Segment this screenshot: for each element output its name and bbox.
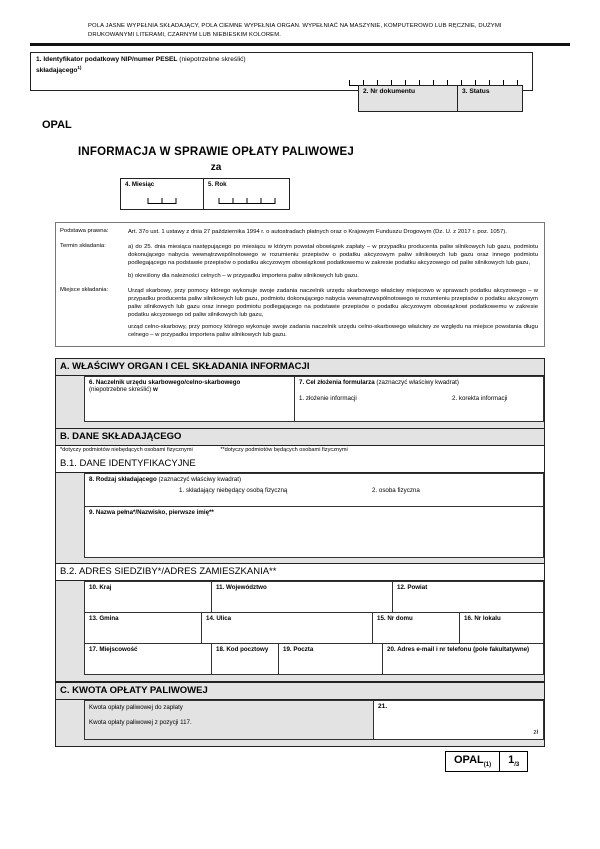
form-symbol: OPAL [42, 119, 72, 131]
field-11-wojewodztwo[interactable]: 11. Województwo [211, 581, 393, 613]
legal-info-box [55, 222, 545, 347]
field-1-label: 1. Identyfikator podatkowy NIP/numer PESEL (niepotrzebne skreślić) [36, 56, 246, 63]
section-a-body [56, 376, 544, 428]
filing-place-text: Urząd skarbowy, przy pomocy którego wykonuje swoje zadania naczelnik urzędu skarbowego właściwy miejscowo w sprawach podatku akcyzowego – w przypadku producenta paliw silnikowych lub gazu, podmiotu dokonującego nabycia wewnątrzwspólnotowego w rozumieniu przepisów o podatku akcyzowym paliw silnikowych lub gazu oraz innego podmiotu podlegającego na podstawie przepisów o podatku akcyzowym obowiązkowi podatkowemu w zakresie podatku akcyzowego od paliw silnikowych lub gazu, urząd celno-skarbowy, przy pomocy którego wykonuje swoje zadania naczelnik urzędu celno-skarbowego właściwy ze względu na miejsce powstania długu celnego – w przypadku importera paliw silnikowych lub gazu. [128, 287, 538, 339]
field-6-naczelnik[interactable]: 6. Naczelnik urzędu skarbowego/celno-skarbowego (niepotrzebne skreślić) w [84, 376, 295, 422]
period-fields [120, 178, 290, 210]
section-b1-body [56, 473, 544, 564]
option-niebedacy-osoba-fizyczna[interactable]: 1. składający niebędący osobą fizyczną [179, 486, 288, 494]
section-c [55, 682, 545, 747]
field-9-nazwa-pelna[interactable]: 9. Nazwa pełna*/Nazwisko, pierwsze imię** [84, 506, 544, 558]
option-korekta-informacji[interactable]: 2. korekta informacji [452, 394, 508, 402]
field-2-nr-dokumentu: 2. Nr dokumentu [358, 85, 458, 112]
footer-page-indicator: $1_{/3}$ [499, 752, 527, 771]
footnote-ref: 1) [77, 65, 82, 70]
section-c-title: C. KWOTA OPŁATY PALIWOWEJ [56, 683, 544, 700]
currency-unit: zł [533, 728, 538, 736]
amount-due-label-cell: Kwota opłaty paliwowej do zapłaty Kwota opłaty paliwowej z pozycji 117. [84, 700, 374, 740]
field-13-gmina[interactable]: 13. Gmina [84, 612, 202, 644]
form-title-preposition: za [210, 162, 222, 173]
field-14-ulica[interactable]: 14. Ulica [201, 612, 373, 644]
field-1-label-line2: składającego$^{1)}$ [36, 65, 82, 75]
option-osoba-fizyczna[interactable]: 2. osoba fizyczna [372, 486, 420, 494]
field-10-kraj[interactable]: 10. Kraj [84, 581, 212, 613]
legal-basis-label: Podstawa prawna: [60, 228, 109, 234]
field-12-powiat[interactable]: 12. Powiat [392, 581, 544, 613]
field-3-status: 3. Status [457, 85, 523, 112]
section-a [55, 358, 545, 429]
section-a-title: A. WŁAŚCIWY ORGAN I CEL SKŁADANIA INFORMACJI [56, 359, 544, 376]
field-15-nr-domu[interactable]: 15. Nr domu [372, 612, 460, 644]
organ-fields-row [358, 85, 523, 112]
field-7-cel-zlozenia: 7. Cel złożenia formularza (zaznaczyć właściwy kwadrat) 1. złożenie informacji 2. korekta informacji [294, 376, 544, 422]
field-8-rodzaj-skladajacego: 8. Rodzaj składającego (zaznaczyć właściwy kwadrat) 1. składający niebędący osobą fizyczną 2. osoba fizyczna [84, 473, 544, 507]
field-18-kod-pocztowy[interactable]: 18. Kod pocztowy [211, 643, 279, 675]
section-b2-title: B.2. ADRES SIEDZIBY*/ADRES ZAMIESZKANIA** [56, 563, 544, 581]
footer-form-code: $OPAL_{(1)}$ [454, 754, 492, 769]
section-c-body [56, 700, 544, 746]
form-footer [445, 751, 528, 772]
field-17-miejscowosc[interactable]: 17. Miejscowość [84, 643, 212, 675]
field-19-poczta[interactable]: 19. Poczta [278, 643, 383, 675]
header-divider-line [30, 43, 570, 46]
section-b [55, 428, 545, 682]
field-4-month[interactable]: 4. Miesiąc [121, 179, 203, 209]
section-b-title: B. DANE SKŁADAJĄCEGO [56, 429, 544, 446]
filling-instructions: POLA JASNE WYPEŁNIA SKŁADAJĄCY, POLA CIEMNE WYPEŁNIA ORGAN. WYPEŁNIAĆ NA MASZYNIE, KOMPUTEROWO LUB RĘCZNIE, DUŻYMI DRUKOWANYMI LITERAMI, CZARNYM LUB NIEBIESKIM KOLOREM. [88, 23, 502, 39]
section-b2-body [56, 581, 544, 681]
section-b1-title: B.1. DANE IDENTYFIKACYJNE [56, 456, 544, 473]
legal-basis-text: Art. 37o ust. 1 ustawy z dnia 27 października 1994 r. o autostradach płatnych oraz o Krajowym Funduszu Drogowym (Dz. U. z 2017 r. poz. 1057). [128, 229, 507, 235]
form-title: INFORMACJA W SPRAWIE OPŁATY PALIWOWEJ [78, 146, 354, 158]
filing-deadline-label: Termin składania: [60, 243, 106, 250]
field-5-year[interactable]: 5. Rok [203, 179, 289, 209]
field-20-email-telefon[interactable]: 20. Adres e-mail i nr telefonu (pole fakultatywne) [382, 643, 544, 675]
section-b-footnotes: *dotyczy podmiotów niebędących osobami fizycznymi **dotyczy podmiotów będących osobami fizycznymi [56, 446, 544, 456]
filing-place-label: Miejsce składania: [60, 286, 109, 293]
field-5-comb-input[interactable] [218, 198, 275, 204]
filing-deadline-text: a) do 25. dnia miesiąca następującego po miesiącu w którym powstał obowiązek zapłaty – w przypadku producenta paliw silnikowych lub gazu, podmiotu dokonującego nabycia wewnątrzwspólnotowego w rozumieniu przepisów o podatku akcyzowym paliw silnikowych lub gazu oraz innego podmiotu podlegającego na podstawie przepisów o podatku akcyzowym obowiązkowi podatkowemu w zakresie podatku akcyzowego od paliw silnikowych lub gazu, b) określony dla należności celnych – w przypadku importera paliw silnikowych lub gazu. [128, 244, 538, 279]
field-21-amount[interactable]: 21. zł [373, 700, 544, 740]
option-zlozenie-informacji[interactable]: 1. złożenie informacji [299, 394, 357, 402]
field-4-comb-input[interactable] [148, 198, 177, 204]
field-16-nr-lokalu[interactable]: 16. Nr lokalu [459, 612, 544, 644]
